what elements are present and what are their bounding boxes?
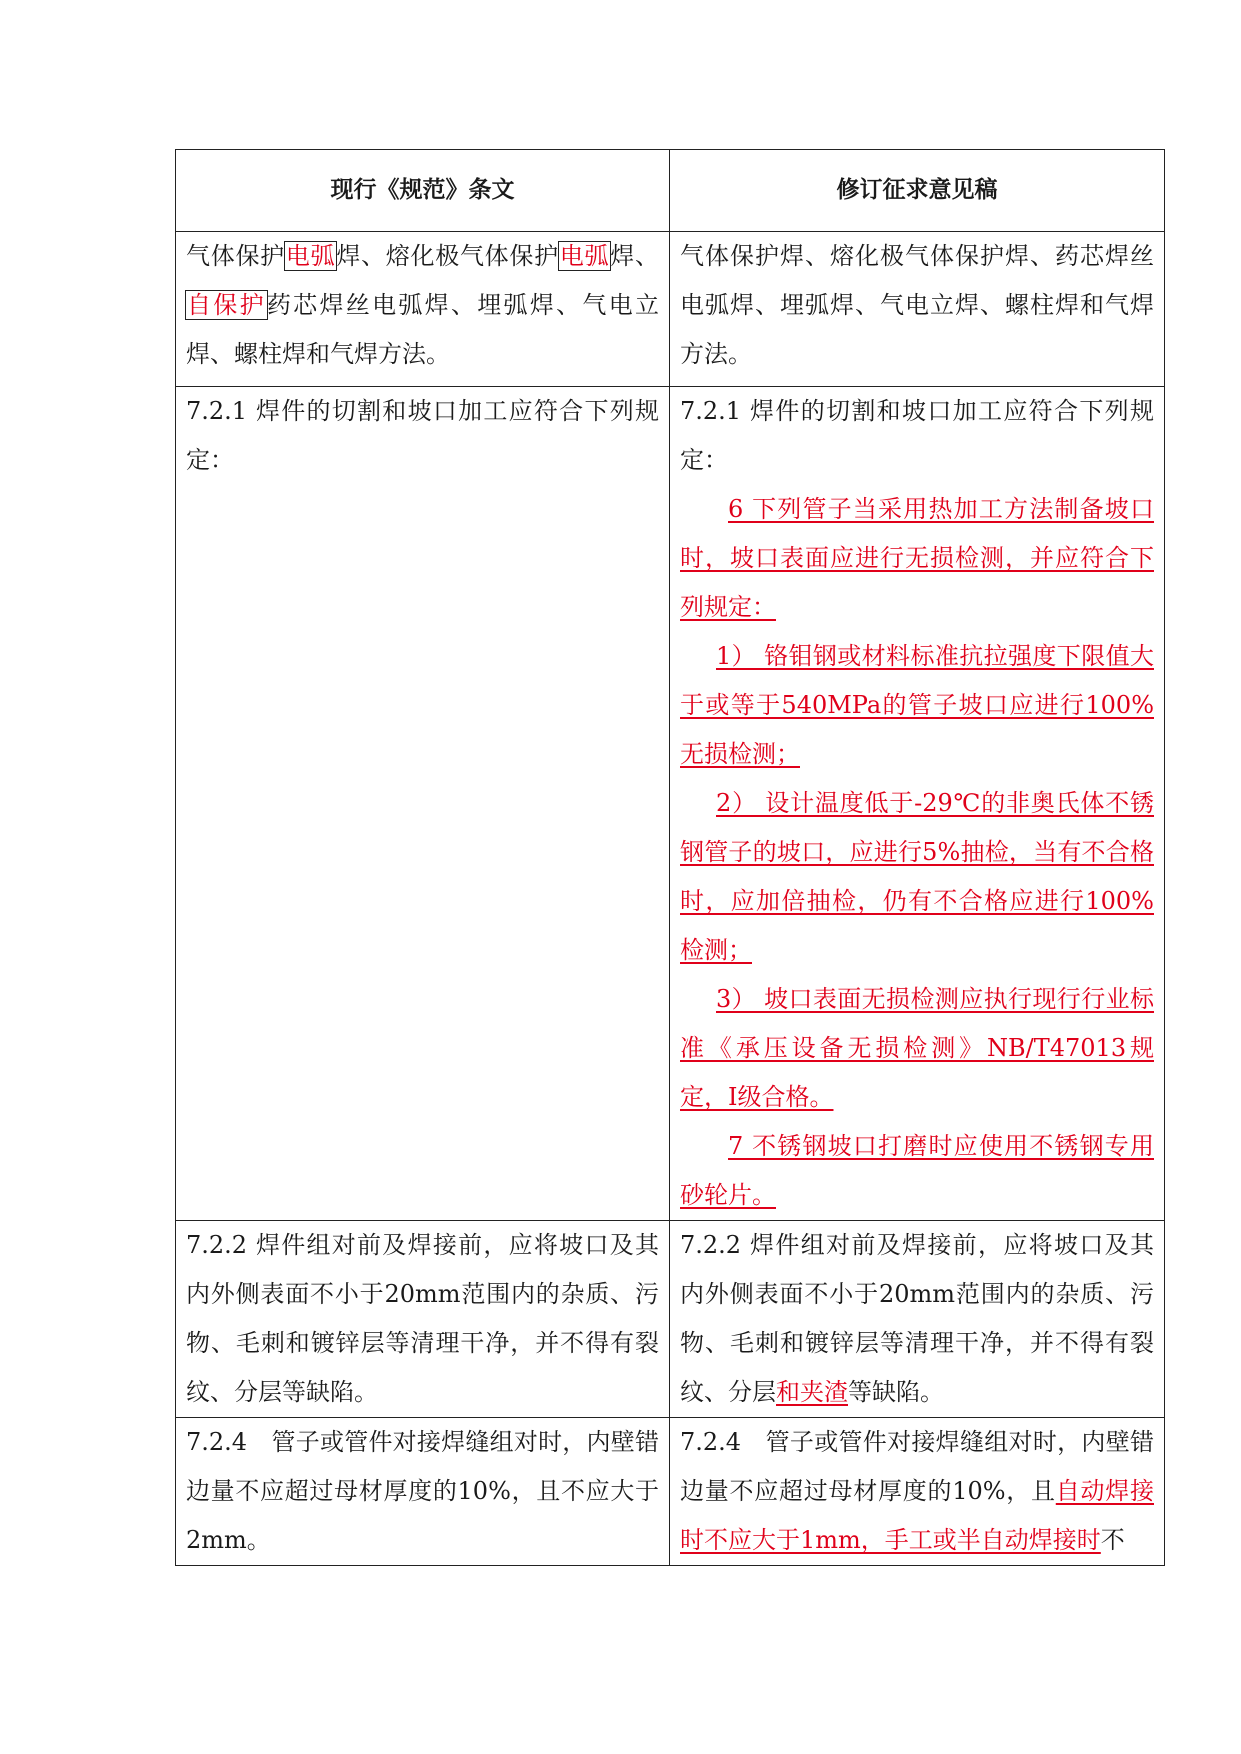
table-header-row [176, 150, 1165, 232]
cell-revised [670, 1221, 1165, 1418]
text: 7.2.2 焊件组对前及焊接前，应将坡口及其内外侧表面不小于20mm范围内的杂质、污物、毛刺和镀锌层等清理干净，并不得有裂纹、分层 [680, 1231, 1154, 1406]
clause-7-2-1: 7.2.1 焊件的切割和坡口加工应符合下列规定： [680, 397, 1154, 474]
table-row [176, 387, 1165, 1221]
inserted-text: 1） 铬钼钢或材料标准抗拉强度下限值大于或等于540MPa的管子坡口应进行100%无损检测； [680, 642, 1154, 768]
cell-current [176, 1418, 670, 1566]
text: 焊、 [610, 242, 660, 270]
inserted-item-6-3 [680, 975, 1154, 1122]
header-revision-draft: 修订征求意见稿 [670, 150, 1165, 232]
paragraph [186, 232, 659, 379]
inserted-text: 3） 坡口表面无损检测应执行现行行业标准《承压设备无损检测》NB/T47013规定，Ⅰ级合格。 [680, 985, 1154, 1111]
inserted-item-6-2 [680, 779, 1154, 975]
inserted-item-6-1 [680, 632, 1154, 779]
clause-7-2-1: 7.2.1 焊件的切割和坡口加工应符合下列规定： [186, 397, 659, 474]
paragraph: 气体保护焊、熔化极气体保护焊、药芯焊丝电弧焊、埋弧焊、气电立焊、螺柱焊和气焊方法。 [680, 242, 1154, 368]
text: 7.2.4 管子或管件对接焊缝组对时，内壁错边量不应超过母材厚度的10%，且 [680, 1428, 1154, 1505]
inserted-text: 6 下列管子当采用热加工方法制备坡口时，坡口表面应进行无损检测，并应符合下列规定： [680, 495, 1154, 621]
inserted-item-6 [680, 485, 1154, 632]
text: 药芯焊丝电弧焊、埋弧焊、气电立焊、螺柱焊和气焊方法。 [186, 291, 660, 368]
comparison-table [175, 149, 1165, 1566]
inserted-text: 和夹渣 [776, 1378, 848, 1406]
table-row [176, 232, 1165, 387]
clause-7-2-2: 7.2.2 焊件组对前及焊接前，应将坡口及其内外侧表面不小于20mm范围内的杂质、污物、毛刺和镀锌层等清理干净，并不得有裂纹、分层等缺陷。 [186, 1231, 659, 1406]
inserted-text: 7 不锈钢坡口打磨时应使用不锈钢专用砂轮片。 [680, 1132, 1154, 1209]
clause-7-2-4 [680, 1418, 1154, 1565]
clause-7-2-4: 7.2.4 管子或管件对接焊缝组对时，内壁错边量不应超过母材厚度的10%，且不应大于2mm。 [186, 1428, 659, 1554]
boxed-deletion: 电弧 [559, 242, 610, 270]
text: 气体保护 [186, 242, 285, 270]
inserted-text: 自动焊接时不应大于1mm，手工或半自动焊接时 [680, 1477, 1154, 1554]
text: 焊、熔化极气体保护 [336, 242, 559, 270]
text: 等缺陷。 [848, 1378, 944, 1406]
text: 不 [1100, 1526, 1125, 1554]
cell-current [176, 232, 670, 387]
inserted-item-7 [680, 1122, 1154, 1220]
cell-revised [670, 1418, 1165, 1566]
cell-revised [670, 232, 1165, 387]
cell-current [176, 1221, 670, 1418]
table-row [176, 1221, 1165, 1418]
boxed-deletion: 电弧 [285, 242, 336, 270]
header-current-code: 现行《规范》条文 [176, 150, 670, 232]
cell-revised [670, 387, 1165, 1221]
cell-current [176, 387, 670, 1221]
table-row [176, 1418, 1165, 1566]
clause-7-2-2 [680, 1221, 1154, 1417]
inserted-text: 2） 设计温度低于-29℃的非奥氏体不锈钢管子的坡口，应进行5%抽检，当有不合格时，应加倍抽检，仍有不合格应进行100%检测； [680, 789, 1154, 964]
boxed-deletion: 自保护 [187, 291, 266, 319]
